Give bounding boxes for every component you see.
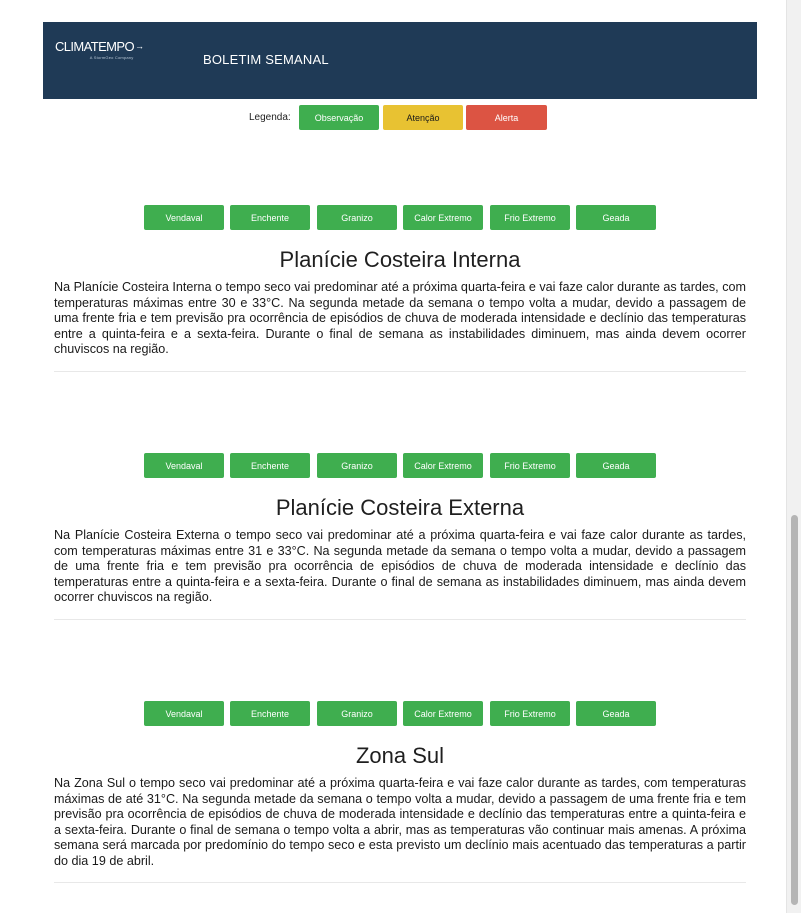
legend-alerta-button[interactable]: Alerta: [466, 105, 547, 130]
section-text: Na Zona Sul o tempo seco vai predominar até a próxima quarta-feira e vai faze calor durante as tardes, com temperaturas máximas de até 31°C. Na segunda metade da semana o tempo volta a mudar, devido a passagem de uma frente fria e tem previsão pra ocorrência de episódios de chuva de moderada intensidade e declínio das temperaturas entre a quinta-feira e a sexta-feira. Durante o final de semana o tempo volta a abrir, mas as temperaturas vão continuar mais amenas. A próxima semana será marcada por predomínio do tempo seco e esta previsto um declínio mais acentuado das temperaturas a partir do dia 19 de abril.: [54, 776, 746, 868]
section-title: Planície Costeira Externa: [275, 495, 525, 520]
hazard-button-calor-extremo[interactable]: Calor Extremo: [403, 205, 483, 230]
section-title: Zona Sul: [355, 743, 445, 768]
arrow-right-icon: →: [135, 41, 144, 51]
logo-subtitle: A StormGeo Company: [89, 55, 134, 60]
climatempo-logo[interactable]: [55, 39, 143, 60]
hazard-button-vendaval[interactable]: Vendaval: [144, 701, 224, 726]
hazard-button-frio-extremo[interactable]: Frio Extremo: [490, 453, 570, 478]
page-title: BOLETIM SEMANAL: [203, 52, 329, 67]
hazard-button-vendaval[interactable]: Vendaval: [144, 205, 224, 230]
section-text: Na Planície Costeira Externa o tempo seco vai predominar até a próxima quarta-feira e vai faze calor durante as tardes, com temperaturas máximas entre 31 e 33°C. Na segunda metade da semana o tempo volta a mudar, devido a passagem de uma frente fria e tem previsão pra ocorrência de episódios de chuva de moderada intensidade e declínio das temperaturas entre a quinta-feira e a sexta-feira. Durante o final de semana as instabilidades diminuem, mas ainda devem ocorrer chuviscos na região.: [54, 528, 746, 604]
logo-wordmark: [55, 39, 143, 54]
hazard-button-row: [144, 205, 664, 230]
legend-atencao-button[interactable]: Atenção: [383, 105, 463, 130]
legend-observacao-button[interactable]: Observação: [299, 105, 379, 130]
scrollbar-thumb[interactable]: [791, 515, 798, 905]
hazard-button-enchente[interactable]: Enchente: [230, 453, 310, 478]
header-banner: [43, 22, 757, 99]
legend: [0, 105, 786, 131]
section-title: Planície Costeira Interna: [279, 247, 521, 272]
legend-label: Legenda:: [249, 112, 291, 123]
section-divider: [54, 371, 746, 372]
hazard-button-row: [144, 701, 664, 726]
hazard-button-geada[interactable]: Geada: [576, 701, 656, 726]
hazard-button-row: [144, 453, 664, 478]
section-text: Na Planície Costeira Interna o tempo seco vai predominar até a próxima quarta-feira e vai faze calor durante as tardes, com temperaturas máximas entre 30 e 33°C. Na segunda metade da semana o tempo volta a mudar, devido a passagem de uma frente fria e tem previsão pra ocorrência de episódios de chuva de moderada intensidade e declínio das temperaturas entre a quinta-feira e a sexta-feira. Durante o final de semana as instabilidades diminuem, mas ainda devem ocorrer chuviscos na região.: [54, 280, 746, 356]
hazard-button-calor-extremo[interactable]: Calor Extremo: [403, 701, 483, 726]
hazard-button-vendaval[interactable]: Vendaval: [144, 453, 224, 478]
hazard-button-granizo[interactable]: Granizo: [317, 701, 397, 726]
logo-text: CLIMATEMPO: [55, 39, 134, 54]
hazard-button-frio-extremo[interactable]: Frio Extremo: [490, 701, 570, 726]
section-divider: [54, 882, 746, 883]
hazard-button-granizo[interactable]: Granizo: [317, 205, 397, 230]
hazard-button-granizo[interactable]: Granizo: [317, 453, 397, 478]
hazard-button-enchente[interactable]: Enchente: [230, 205, 310, 230]
hazard-button-geada[interactable]: Geada: [576, 453, 656, 478]
section-divider: [54, 619, 746, 620]
hazard-button-calor-extremo[interactable]: Calor Extremo: [403, 453, 483, 478]
hazard-button-geada[interactable]: Geada: [576, 205, 656, 230]
hazard-button-enchente[interactable]: Enchente: [230, 701, 310, 726]
vertical-scrollbar[interactable]: [786, 0, 801, 913]
hazard-button-frio-extremo[interactable]: Frio Extremo: [490, 205, 570, 230]
